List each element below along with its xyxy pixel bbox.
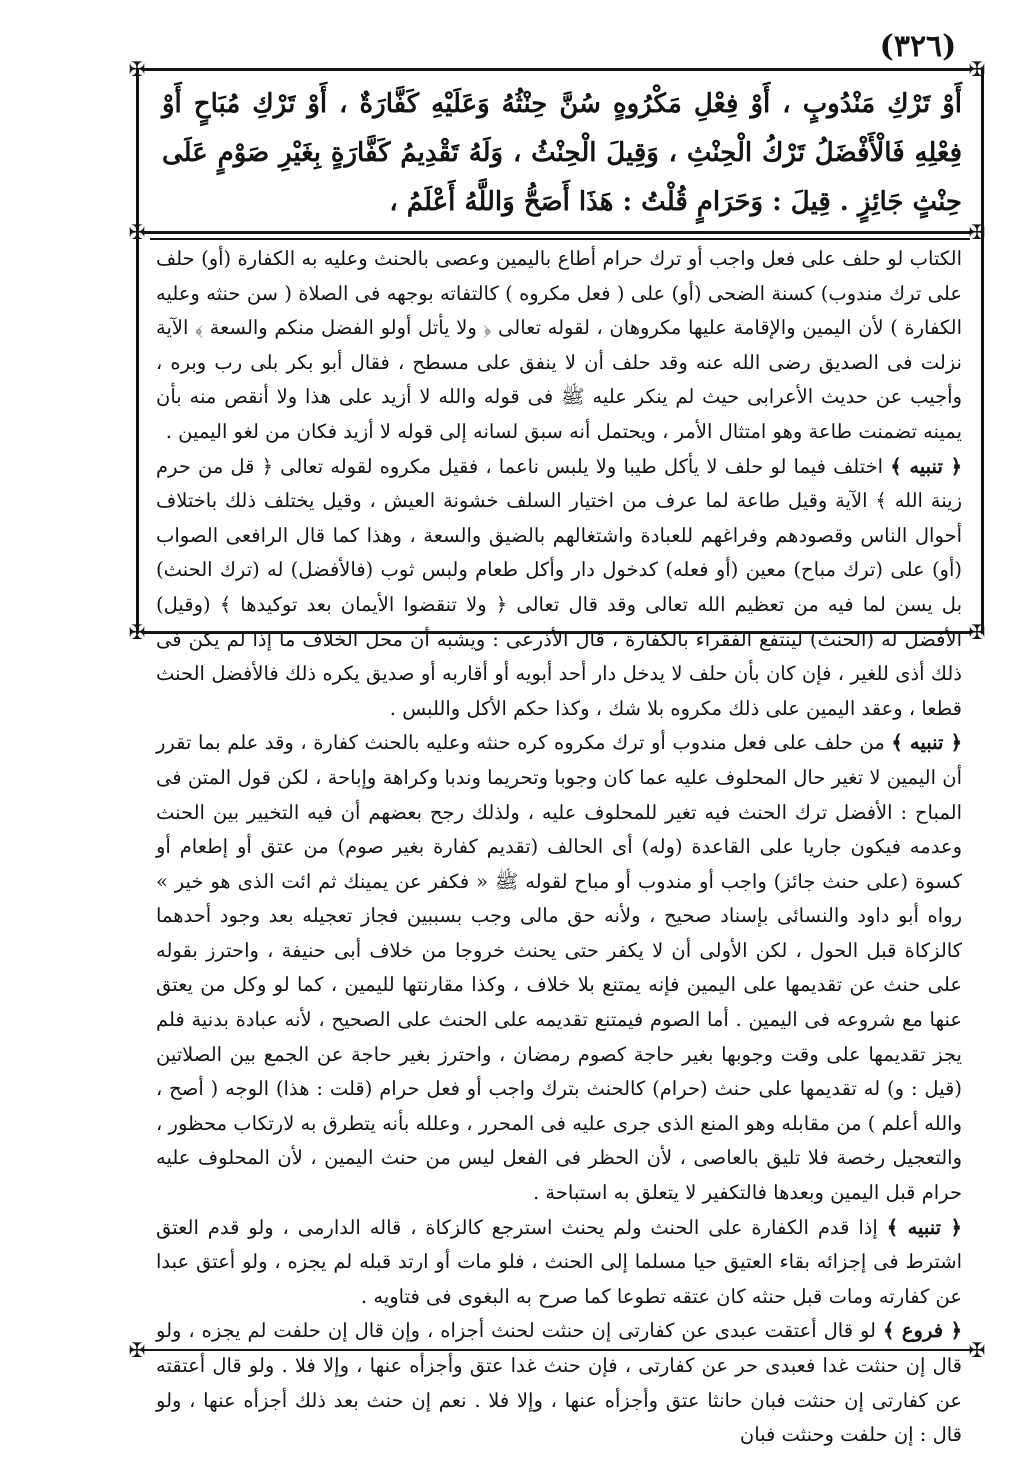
paragraph-heading: ﴿ تنبيه ﴾: [891, 731, 963, 755]
paragraph-heading: ﴿ فروع ﴾: [882, 1319, 963, 1343]
paragraph-body: الكتاب لو حلف على فعل واجب أو ترك حرام أطاع باليمين وعصى بالحنث وعليه به الكفارة (أو) حلف على ترك مندوب) كسنة الضحى (أو) على ( فعل مكروه ) كالتفاته بوجهه فى الصلاة ( سن حنثه وعليه الكفارة ) لأن اليمين والإقامة عليها مكروهان ، لقوله تعالى ﴿ ولا يأتل أولو الفضل منكم والسعة ﴾ الآية نزلت فى الصديق رضى الله عنه وقد حلف أن لا ينفق على مسطح ، فقال أبو بكر بلى رب وبره ، وأجيب عن حديث الأعرابى حيث لم ينكر عليه ﷺ فى قوله والله لا أزيد على هذا ولا أنقص منه بأن يمينه تضمنت طاعة وهو امتثال الأمر ، ويحتمل أنه سبق لسانه إلى قوله لا أزيد فكان من لغو اليمين .: [156, 247, 962, 443]
corner-ornament-icon: ✠: [968, 620, 986, 644]
commentary-paragraph: [156, 450, 962, 727]
corner-ornament-icon: ✠: [128, 620, 146, 644]
corner-ornament-icon: ✠: [128, 57, 146, 81]
page-number: ( ٣٢٦ ): [868, 30, 968, 64]
footer-rule: [142, 1349, 972, 1351]
paragraph-body: إذا قدم الكفارة على الحنث ولم يحنث استرجع كالزكاة ، قاله الدارمى ، ولو قدم العتق اشترط فى إجزائه بقاء العتيق حيا مسلما إلى الحنث ، فلو مات أو ارتد قبله لم يجزه ، ولو أعتق عبدا عن كفارته ومات قبل حنثه كان عتقه تطوعا كما صرح به البغوى فى فتاويه .: [156, 1215, 962, 1308]
commentary-paragraph: [156, 1314, 962, 1452]
footer-ornament-icon: ✠: [128, 1338, 146, 1362]
section-divider-thin: [150, 238, 970, 240]
paragraph-body: من حلف على فعل مندوب أو ترك مكروه كره حنثه وعليه بالحنث كفارة ، وقد علم بما تقرر أن اليمين لا تغير حال المحلوف عليه عما كان وجوبا وتحريما وندبا وكراهة وإباحة ، لكن قول المتن فى المباح : الأفضل ترك الحنث فيه تغير للمحلوف عليه ، ولذلك رجح بعضهم أن فيه التخيير بين الحنث وعدمه فيكون جاريا على القاعدة (وله) أى الحالف (تقديم كفارة بغير صوم) من عتق أو إطعام أو كسوة (على حنث جائز) واجب أو مندوب أو مباح لقوله ﷺ « فكفر عن يمينك ثم ائت الذى هو خير » رواه أبو داود والنسائى بإسناد صحيح ، ولأنه حق مالى وجب بسببين فجاز تعجيله بعد وجود أحدهما كالزكاة قبل الحول ، لكن الأولى أن لا يكفر حتى يحنث خروجا من خلاف أبى حنيفة ، واحترز بقوله على حنث عن تقديمها على اليمين فإنه يمتنع بلا خلاف ، وكذا مقارنتها لليمين ، كما لو وكل من يعتق عنها مع شروعه فى اليمين . أما الصوم فيمتنع تقديمه على الحنث على الصحيح ، لأنه عبادة بدنية فلم يجز تقديمها على وقت وجوبها بغير حاجة كصوم رمضان ، واحترز بغير حاجة عن الجمع بين الصلاتين (قيل : و) له تقديمها على حنث (حرام) كالحنث بترك واجب أو فعل حرام (قلت : هذا) الوجه ( أصح ، والله أعلم ) من مقابله وهو المنع الذى جرى عليه فى المحرر ، وعلله بأنه يتطرق به لارتكاب محظور ، والتعجيل رخصة فلا تليق بالعاصى ، لأن الحظر فى الفعل ليس من حنث اليمين ، لأن المحلوف عليه حرام قبل اليمين وبعدها فالتكفير لا يتعلق به استباحة .: [156, 731, 962, 1205]
paragraph-body: اختلف فيما لو حلف لا يأكل طيبا ولا يلبس ناعما ، فقيل مكروه لقوله تعالى ﴿ قل من حرم زينة الله ﴾ الآية وقيل طاعة لما عرف من اختيار السلف خشونة العيش ، وقيل يختلف ذلك باختلاف أحوال الناس وقصودهم وفراغهم للعبادة واشتغالهم بالضيق والسعة ، وهذا كما قال الرافعى الصواب (أو) على (ترك مباح) معين (أو فعله) كدخول دار وأكل طعام ولبس ثوب (فالأفضل) له (ترك الحنث) بل يسن لما فيه من تعظيم الله تعالى وقد قال تعالى ﴿ ولا تنقضوا الأيمان بعد توكيدها ﴾ (وقيل) الأفضل له (الحنث) لينتفع الفقراء بالكفارة ، قال الأذرعى : ويشبه أن محل الخلاف ما إذا لم يكن فى ذلك أذى للغير ، فإن كان بأن حلف لا يدخل دار أحد أبويه أو أقاربه أو صديق يكره ذلك فالأفضل الحنث قطعا ، وعقد اليمين على ذلك مكروه بلا شك ، وكذا حكم الأكل واللبس .: [156, 454, 962, 720]
top-rule: [142, 68, 972, 71]
corner-ornament-icon: ✠: [968, 220, 986, 244]
commentary-paragraph: [156, 1211, 962, 1315]
corner-ornament-icon: ✠: [128, 220, 146, 244]
section-divider: [142, 231, 972, 234]
commentary-paragraph: [156, 242, 962, 450]
commentary-paragraph: [156, 726, 962, 1210]
paragraph-body: لو قال أعتقت عبدى عن كفارتى إن حنثت لحنث أجزاه ، وإن قال إن حلفت لم يجزه ، ولو قال إن حنثت غدا فعبدى حر عن كفارتى ، فإن حنث غدا عتق وأجزأه عنها ، وإلا فلا . ولو قال أعتقته عن كفارتى إن حنثت فبان حانثا عتق وأجزأه عنها ، وإلا فلا . نعم إن حنث بعد ذلك أجزأه عنها ، ولو قال : إن حلفت وحنثت فبان: [156, 1319, 962, 1447]
paragraph-heading: ﴿ تنبيه ﴾: [890, 454, 963, 478]
paragraph-heading: ﴿ تنبيه ﴾: [886, 1215, 962, 1239]
footer-ornament-icon: ✠: [968, 1338, 986, 1362]
corner-ornament-icon: ✠: [968, 57, 986, 81]
commentary-text: [156, 242, 962, 1453]
main-text-matn: أَوْ تَرْكِ مَنْدُوبٍ ، أَوْ فِعْلِ مَكْرُوهٍ سُنَّ حِنْثُهُ وَعَلَيْهِ كَفَّارَةٌ ، أَوْ تَرْكِ مُبَاحٍ أَوْ فِعْلِهِ فَالْأَفْضَلُ تَرْكُ الْحِنْثِ ، وَقِيلَ الْحِنْثُ ، وَلَهُ تَقْدِيمُ كَفَّارَةٍ بِغَيْرِ صَوْمٍ عَلَى حِنْثٍ جَائِزٍ . قِيلَ : وَحَرَامٍ قُلْتُ : هَذَا أَصَحُّ وَاللَّهُ أَعْلَمُ ،: [162, 89, 962, 217]
